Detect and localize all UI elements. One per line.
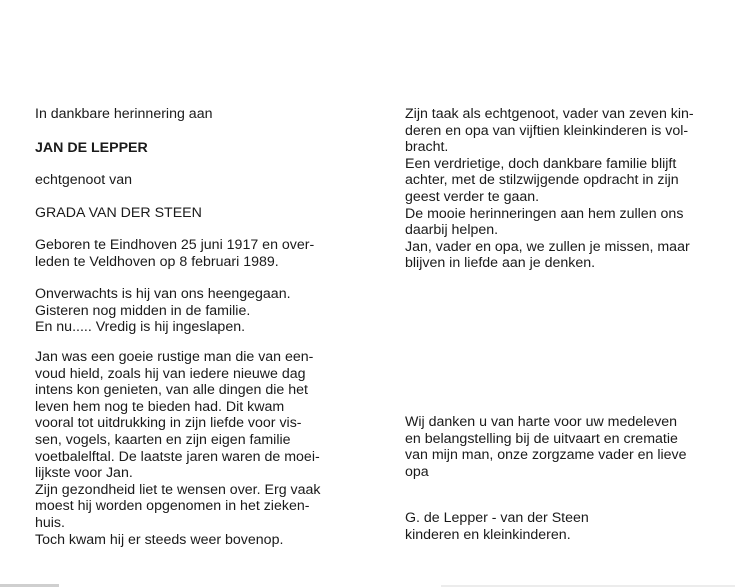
- text-line: geest verder te gaan.: [405, 188, 540, 205]
- text-line: opa: [405, 463, 429, 480]
- text-line: moest hij worden opgenomen in het zieken-: [35, 498, 310, 515]
- poem-paragraph: [35, 286, 330, 336]
- text-line: Zijn taak als echtgenoot, vader van zeven kin-: [405, 106, 694, 122]
- text-line: van mijn man, onze zorgzame vader en lieve: [405, 447, 687, 464]
- birth-death-paragraph: [35, 237, 330, 270]
- text-line: leden te Veldhoven op 8 februari 1989.: [35, 253, 279, 270]
- text-line: voud hield, zoals hij van iedere nieuwe dag: [35, 365, 306, 382]
- text-line: Toch kwam hij er steeds weer bovenop.: [35, 531, 284, 548]
- biography-paragraph: [35, 349, 330, 548]
- text-line: vooral tot uitdrukking in zijn liefde voor vis-: [35, 415, 302, 432]
- signature-block: [405, 510, 703, 543]
- text-line: Jan, vader en opa, we zullen je missen, maar: [405, 238, 690, 255]
- text-line: kinderen en kleinkinderen.: [405, 526, 571, 543]
- text-line: voetbalelftal. De laatste jaren waren de moei-: [35, 448, 320, 465]
- text-line: bracht.: [405, 139, 449, 156]
- text-line: achter, met de stilzwijgende opdracht in zijn: [405, 172, 679, 189]
- text-line: De mooie herinneringen aan hem zullen ons: [405, 205, 684, 222]
- text-line: Gisteren nog midden in de familie.: [35, 302, 251, 319]
- text-line: En nu..... Vredig is hij ingeslapen.: [35, 319, 246, 336]
- text-line: Geboren te Eindhoven 25 juni 1917 en over-: [35, 237, 315, 253]
- text-line: sen, vogels, kaarten en zijn eigen familie: [35, 431, 291, 448]
- text-line: Jan was een goeie rustige man die van een-: [35, 349, 314, 365]
- text-line: intens kon genieten, van alle dingen die het: [35, 382, 308, 399]
- text-line: huis.: [35, 514, 65, 531]
- text-line: leven hem nog te bieden had. Dit kwam: [35, 398, 285, 415]
- text-line: G. de Lepper - van der Steen: [405, 510, 589, 526]
- intro-text: In dankbare herinnering aan: [35, 106, 213, 122]
- relation-text: echtgenoot van: [35, 172, 133, 188]
- text-line: en belangstelling bij de uitvaart en crematie: [405, 430, 678, 447]
- text-line: Een verdrietige, doch dankbare familie blijft: [405, 155, 677, 172]
- text-line: Wij danken u van harte voor uw medeleven: [405, 414, 678, 430]
- thanks-paragraph: [405, 414, 703, 480]
- text-line: deren en opa van vijftien kleinkinderen is vol-: [405, 122, 689, 139]
- text-line: blijven in liefde aan je denken.: [405, 255, 596, 272]
- spouse-name: GRADA VAN DER STEEN: [35, 205, 202, 221]
- text-line: daarbij helpen.: [405, 222, 499, 239]
- text-line: Zijn gezondheid liet te wensen over. Erg vaak: [35, 481, 321, 498]
- text-line: Onverwachts is hij van ons heengegaan.: [35, 286, 291, 302]
- text-line: lijkste voor Jan.: [35, 465, 133, 482]
- tribute-paragraph: [405, 106, 703, 272]
- deceased-name: JAN DE LEPPER: [35, 140, 148, 156]
